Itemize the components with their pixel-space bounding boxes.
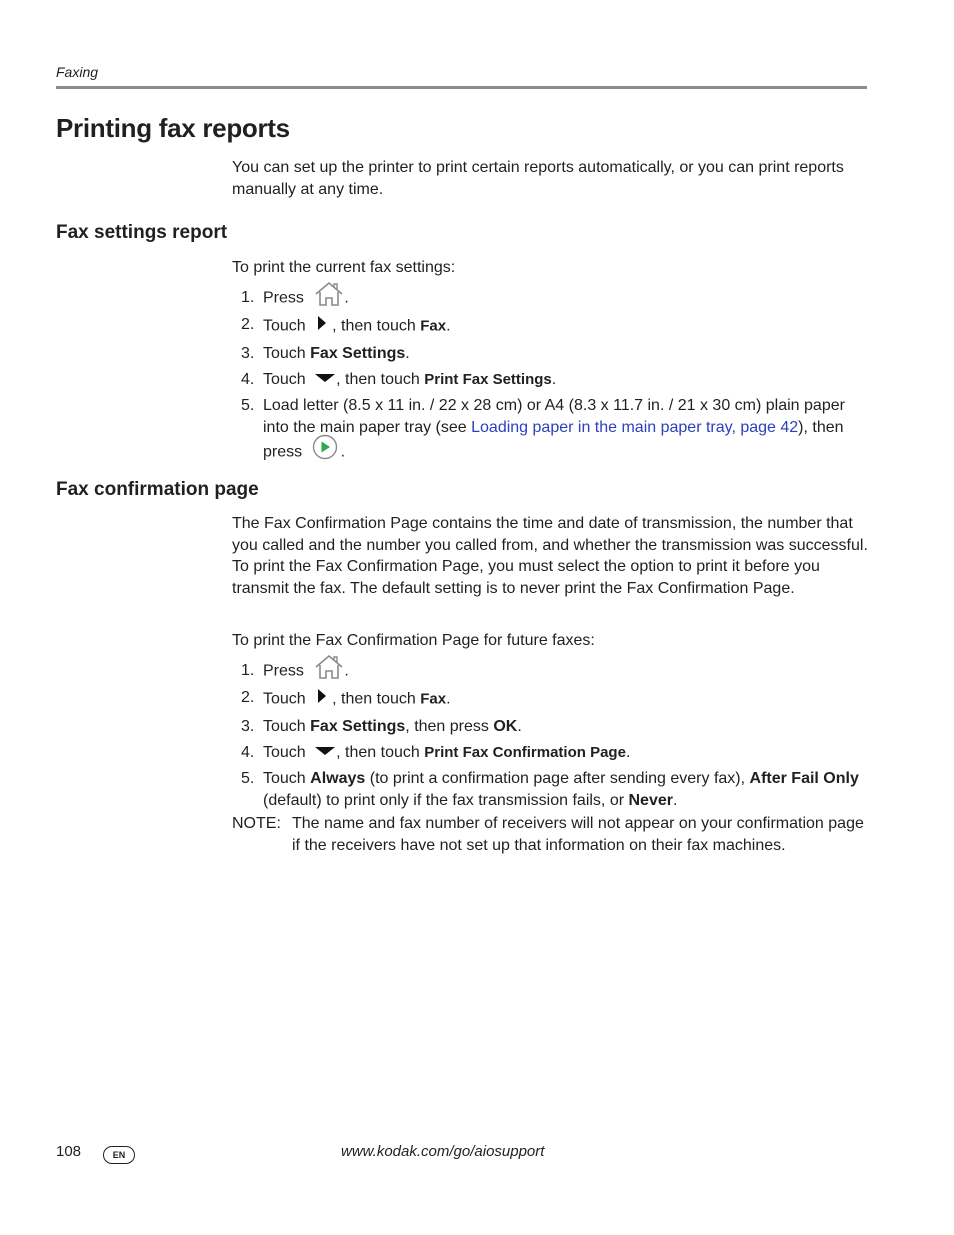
fax-confirmation-steps	[232, 660, 868, 811]
note	[232, 813, 868, 856]
home-icon	[314, 281, 344, 314]
down-arrow-icon	[314, 742, 336, 764]
step-number: 5.	[241, 770, 255, 788]
step-number: 3.	[241, 718, 255, 735]
list-item	[232, 660, 868, 683]
step-bold-text: After Fail Only	[749, 770, 859, 788]
step-bold-text: Print Fax Settings	[424, 371, 552, 388]
fax-confirmation-page-heading: Fax confirmation page	[56, 479, 259, 500]
step-text: , then touch	[332, 317, 416, 335]
step-bold-text: OK	[493, 718, 518, 735]
step-bold-text: Fax Settings	[310, 345, 406, 362]
step-text: Press	[263, 662, 304, 680]
fax-confirmation-lead: To print the Fax Confirmation Page for future faxes:	[232, 632, 595, 649]
language-badge: EN	[103, 1146, 135, 1164]
fax-confirmation-body: The Fax Confirmation Page contains the time and date of transmission, the number that you called and the number you called from, and whether the transmission was successful. To print the Fax Confirmation Page, you must select the option to print it before you transmit the fax. The default setting is to never print the Fax Confirmation Page.	[232, 515, 868, 597]
note-label: NOTE:	[232, 815, 281, 832]
page-title: Printing fax reports	[56, 113, 290, 143]
step-number: 1.	[241, 662, 255, 679]
step-text: Touch	[263, 317, 306, 335]
step-text: Touch	[263, 371, 306, 388]
step-text: Touch	[263, 345, 306, 362]
list-item	[232, 369, 868, 391]
list-item	[232, 768, 868, 811]
step-bold-text: Always	[310, 770, 366, 788]
home-icon	[314, 654, 344, 687]
cross-reference-link[interactable]: Loading paper in the main paper tray, page 42	[471, 418, 799, 436]
step-number: 3.	[241, 345, 255, 362]
step-number: 2.	[241, 689, 255, 706]
step-bold-text: Fax Settings	[310, 718, 406, 735]
down-arrow-icon	[314, 369, 336, 391]
list-item	[232, 687, 868, 712]
step-text: Touch	[263, 770, 306, 788]
step-text: .	[672, 791, 678, 809]
page-number: 108	[56, 1143, 82, 1160]
list-item	[232, 343, 868, 365]
start-icon	[311, 434, 339, 467]
step-text: Touch	[263, 718, 306, 735]
step-text: Load letter (8.5 x 11 in. / 22 x 28 cm) or A4 (8.3 x 11.7 in. / 21 x 30 cm) plain paper into the main paper tray (see	[263, 397, 845, 436]
step-text: .	[625, 744, 631, 761]
list-item	[232, 742, 868, 764]
list-item	[232, 395, 868, 467]
step-text: .	[344, 662, 349, 680]
list-item	[232, 287, 868, 310]
running-header: Faxing	[56, 64, 99, 80]
step-text: .	[446, 690, 451, 708]
right-arrow-icon	[316, 687, 328, 712]
step-text: , then touch	[336, 744, 420, 761]
intro-paragraph: You can set up the printer to print certain reports automatically, or you can print reports manually at any time.	[232, 159, 844, 198]
step-number: 4.	[241, 744, 255, 761]
fax-settings-report-heading: Fax settings report	[56, 222, 228, 243]
list-item	[232, 314, 868, 339]
step-text: , then touch	[336, 371, 420, 388]
note-text: The name and fax number of receivers will not appear on your confirmation page if the receivers have not set up that information on their fax machines.	[292, 815, 864, 854]
step-text: .	[405, 345, 410, 362]
step-number: 5.	[241, 397, 255, 415]
step-text: .	[517, 718, 522, 735]
step-text: Touch	[263, 744, 306, 761]
step-bold-text: Fax	[420, 690, 447, 708]
header-rule	[56, 86, 867, 89]
fax-settings-lead: To print the current fax settings:	[232, 259, 456, 276]
step-text: (default) to print only if the fax transmission fails, or	[263, 791, 625, 809]
step-text: (to print a confirmation page after sending every fax),	[369, 770, 746, 788]
step-number: 2.	[241, 316, 255, 333]
list-item	[232, 716, 868, 738]
step-text: .	[446, 317, 451, 335]
step-text: Touch	[263, 690, 306, 708]
step-text: , then press	[405, 718, 489, 735]
support-url[interactable]: www.kodak.com/go/aiosupport	[341, 1143, 545, 1160]
step-number: 1.	[241, 289, 255, 306]
step-number: 4.	[241, 371, 255, 388]
fax-settings-steps	[232, 287, 868, 467]
step-text: ), then press	[263, 418, 844, 461]
step-text: Press	[263, 289, 304, 307]
step-bold-text: Fax	[420, 317, 447, 335]
step-text: .	[344, 289, 349, 307]
step-bold-text: Never	[628, 791, 673, 809]
right-arrow-icon	[316, 314, 328, 339]
step-text: .	[340, 443, 346, 461]
step-bold-text: Print Fax Confirmation Page	[424, 744, 626, 761]
step-text: , then touch	[332, 690, 416, 708]
step-text: .	[551, 371, 557, 388]
